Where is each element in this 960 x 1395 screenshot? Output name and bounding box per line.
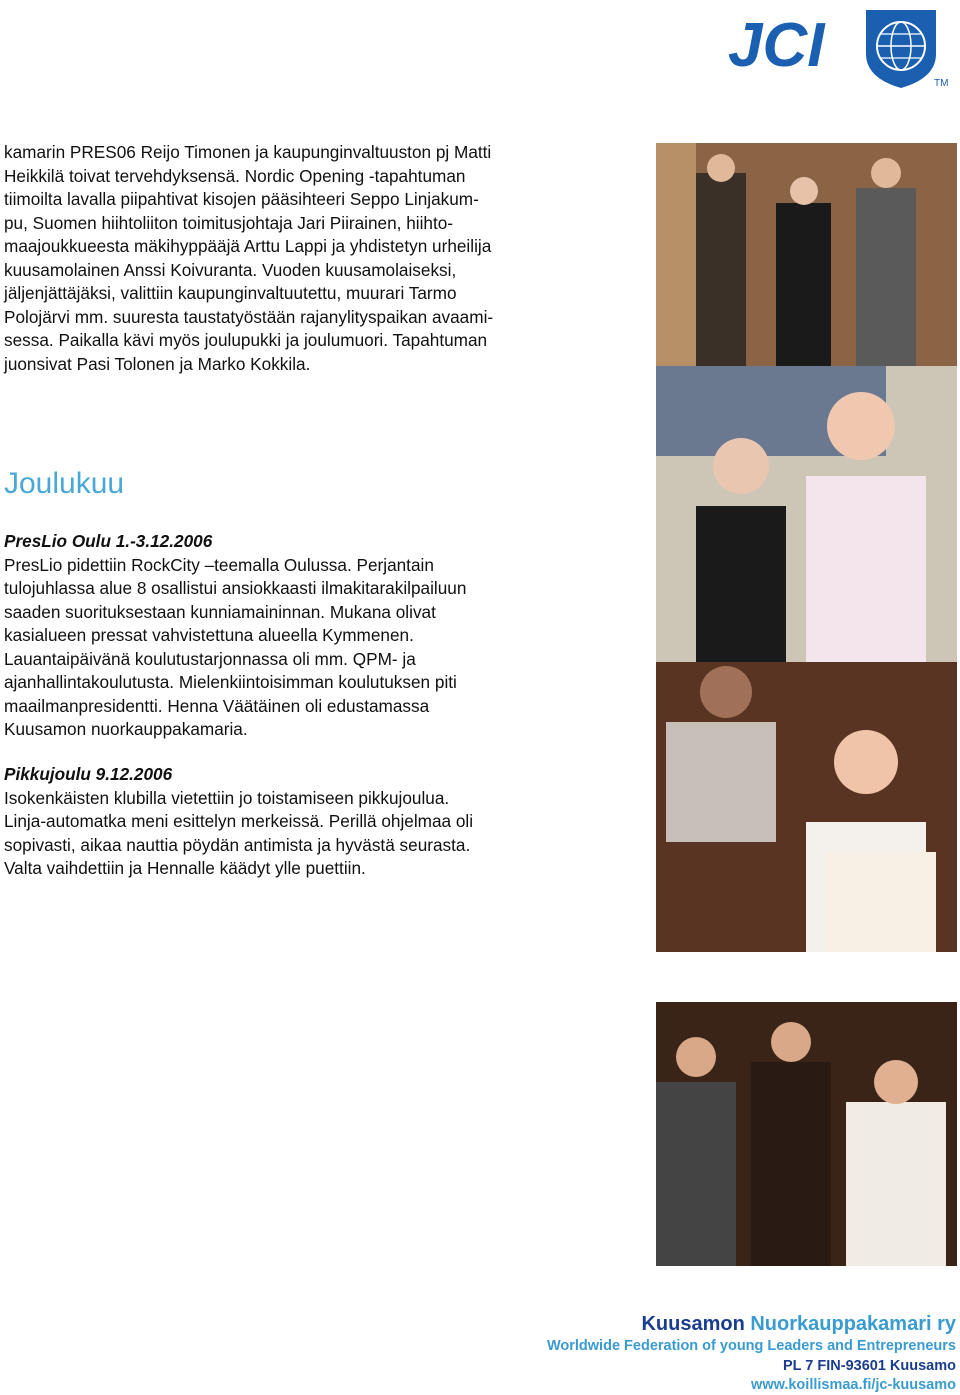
globe-shield-icon — [866, 10, 936, 88]
footer-org-name: Kuusamon Nuorkauppakamari ry — [641, 1313, 956, 1335]
event-title: Pikkujoulu 9.12.2006 — [4, 764, 173, 784]
text-line: pu, Suomen hiihtoliiton toimitusjohtaja Jari Piirainen, hiihto- — [4, 212, 454, 233]
text-line: kamarin PRES06 Reijo Timonen ja kaupunginvaltuuston pj Matti — [4, 142, 492, 162]
text-line: Lauantaipäivänä koulutustarjonnassa oli mm. QPM- ja — [4, 648, 416, 669]
text-line: Valta vaihdettiin ja Hennalle käädyt ylle puettiin. — [4, 858, 366, 878]
footer-website-link[interactable]: www.koillismaa.fi/jc-kuusamo — [751, 1377, 956, 1393]
intro-paragraph — [4, 141, 564, 376]
jci-logo-text: JCI — [728, 11, 825, 80]
text-line: kuusamolainen Anssi Koivuranta. Vuoden kuusamolaiseksi, — [4, 259, 457, 280]
event-pikkujoulu — [4, 763, 564, 881]
photo-group-party — [656, 1002, 957, 1266]
month-heading: Joulukuu — [4, 467, 125, 500]
text-line: juonsivat Pasi Tolonen ja Marko Kokkila. — [4, 353, 311, 374]
photo-two-people — [656, 366, 957, 662]
text-line: tulojuhlassa alue 8 osallistui ansiokkaasti ilmakitarakilpailuun — [4, 578, 467, 598]
footer-tagline: Worldwide Federation of young Leaders and Entrepreneurs — [546, 1338, 956, 1354]
text-line: maajoukkueesta mäkihyppääjä Arttu Lappi ja yhdistetyn urheilija — [4, 236, 492, 256]
footer — [547, 1312, 956, 1395]
trademark-mark: TM — [934, 78, 949, 89]
text-line: Linja-automatka meni esittelyn merkeissä. Perillä ohjelmaa oli — [4, 811, 474, 831]
event-title: PresLio Oulu 1.-3.12.2006 — [4, 531, 213, 551]
text-line: saaden suorituksestaan kunniamaininnan. Mukana olivat — [4, 601, 436, 622]
text-line: PresLio pidettiin RockCity –teemalla Oulussa. Perjantain — [4, 554, 434, 575]
text-line: sopivasti, aikaa nauttia pöydän antimista ja hyvästä seurasta. — [4, 834, 471, 855]
text-line: Polojärvi mm. suuresta taustatyöstään rajanylityspaikan avaami- — [4, 306, 494, 327]
jci-logo — [726, 4, 956, 90]
text-line: kasialueen pressat vahvistettuna alueella Kymmenen. — [4, 625, 414, 645]
text-line: Isokenkäisten klubilla vietettiin jo toistamiseen pikkujoulua. — [4, 787, 450, 808]
text-line: Kuusamon nuorkauppakamaria. — [4, 719, 248, 739]
event-preslio — [4, 530, 564, 742]
photo-award-frame — [656, 662, 957, 952]
text-line: sessa. Paikalla kävi myös joulupukki ja joulumuori. Tapahtuman — [4, 330, 488, 350]
text-line: tiimoilta lavalla piipahtivat kisojen pääsihteeri Seppo Linjakum- — [4, 189, 479, 209]
text-line: jäljenjättäjäksi, valittiin kaupunginvaltuutettu, muurari Tarmo — [4, 283, 457, 303]
text-line: maailmanpresidentti. Henna Väätäinen oli edustamassa — [4, 695, 430, 716]
text-line: Heikkilä toivat tervehdyksensä. Nordic Opening -tapahtuman — [4, 165, 466, 186]
footer-address: PL 7 FIN-93601 Kuusamo — [783, 1358, 956, 1374]
text-line: ajanhallintakoulutusta. Mielenkiintoisimman koulutuksen piti — [4, 672, 457, 692]
photo-three-people — [656, 143, 957, 367]
